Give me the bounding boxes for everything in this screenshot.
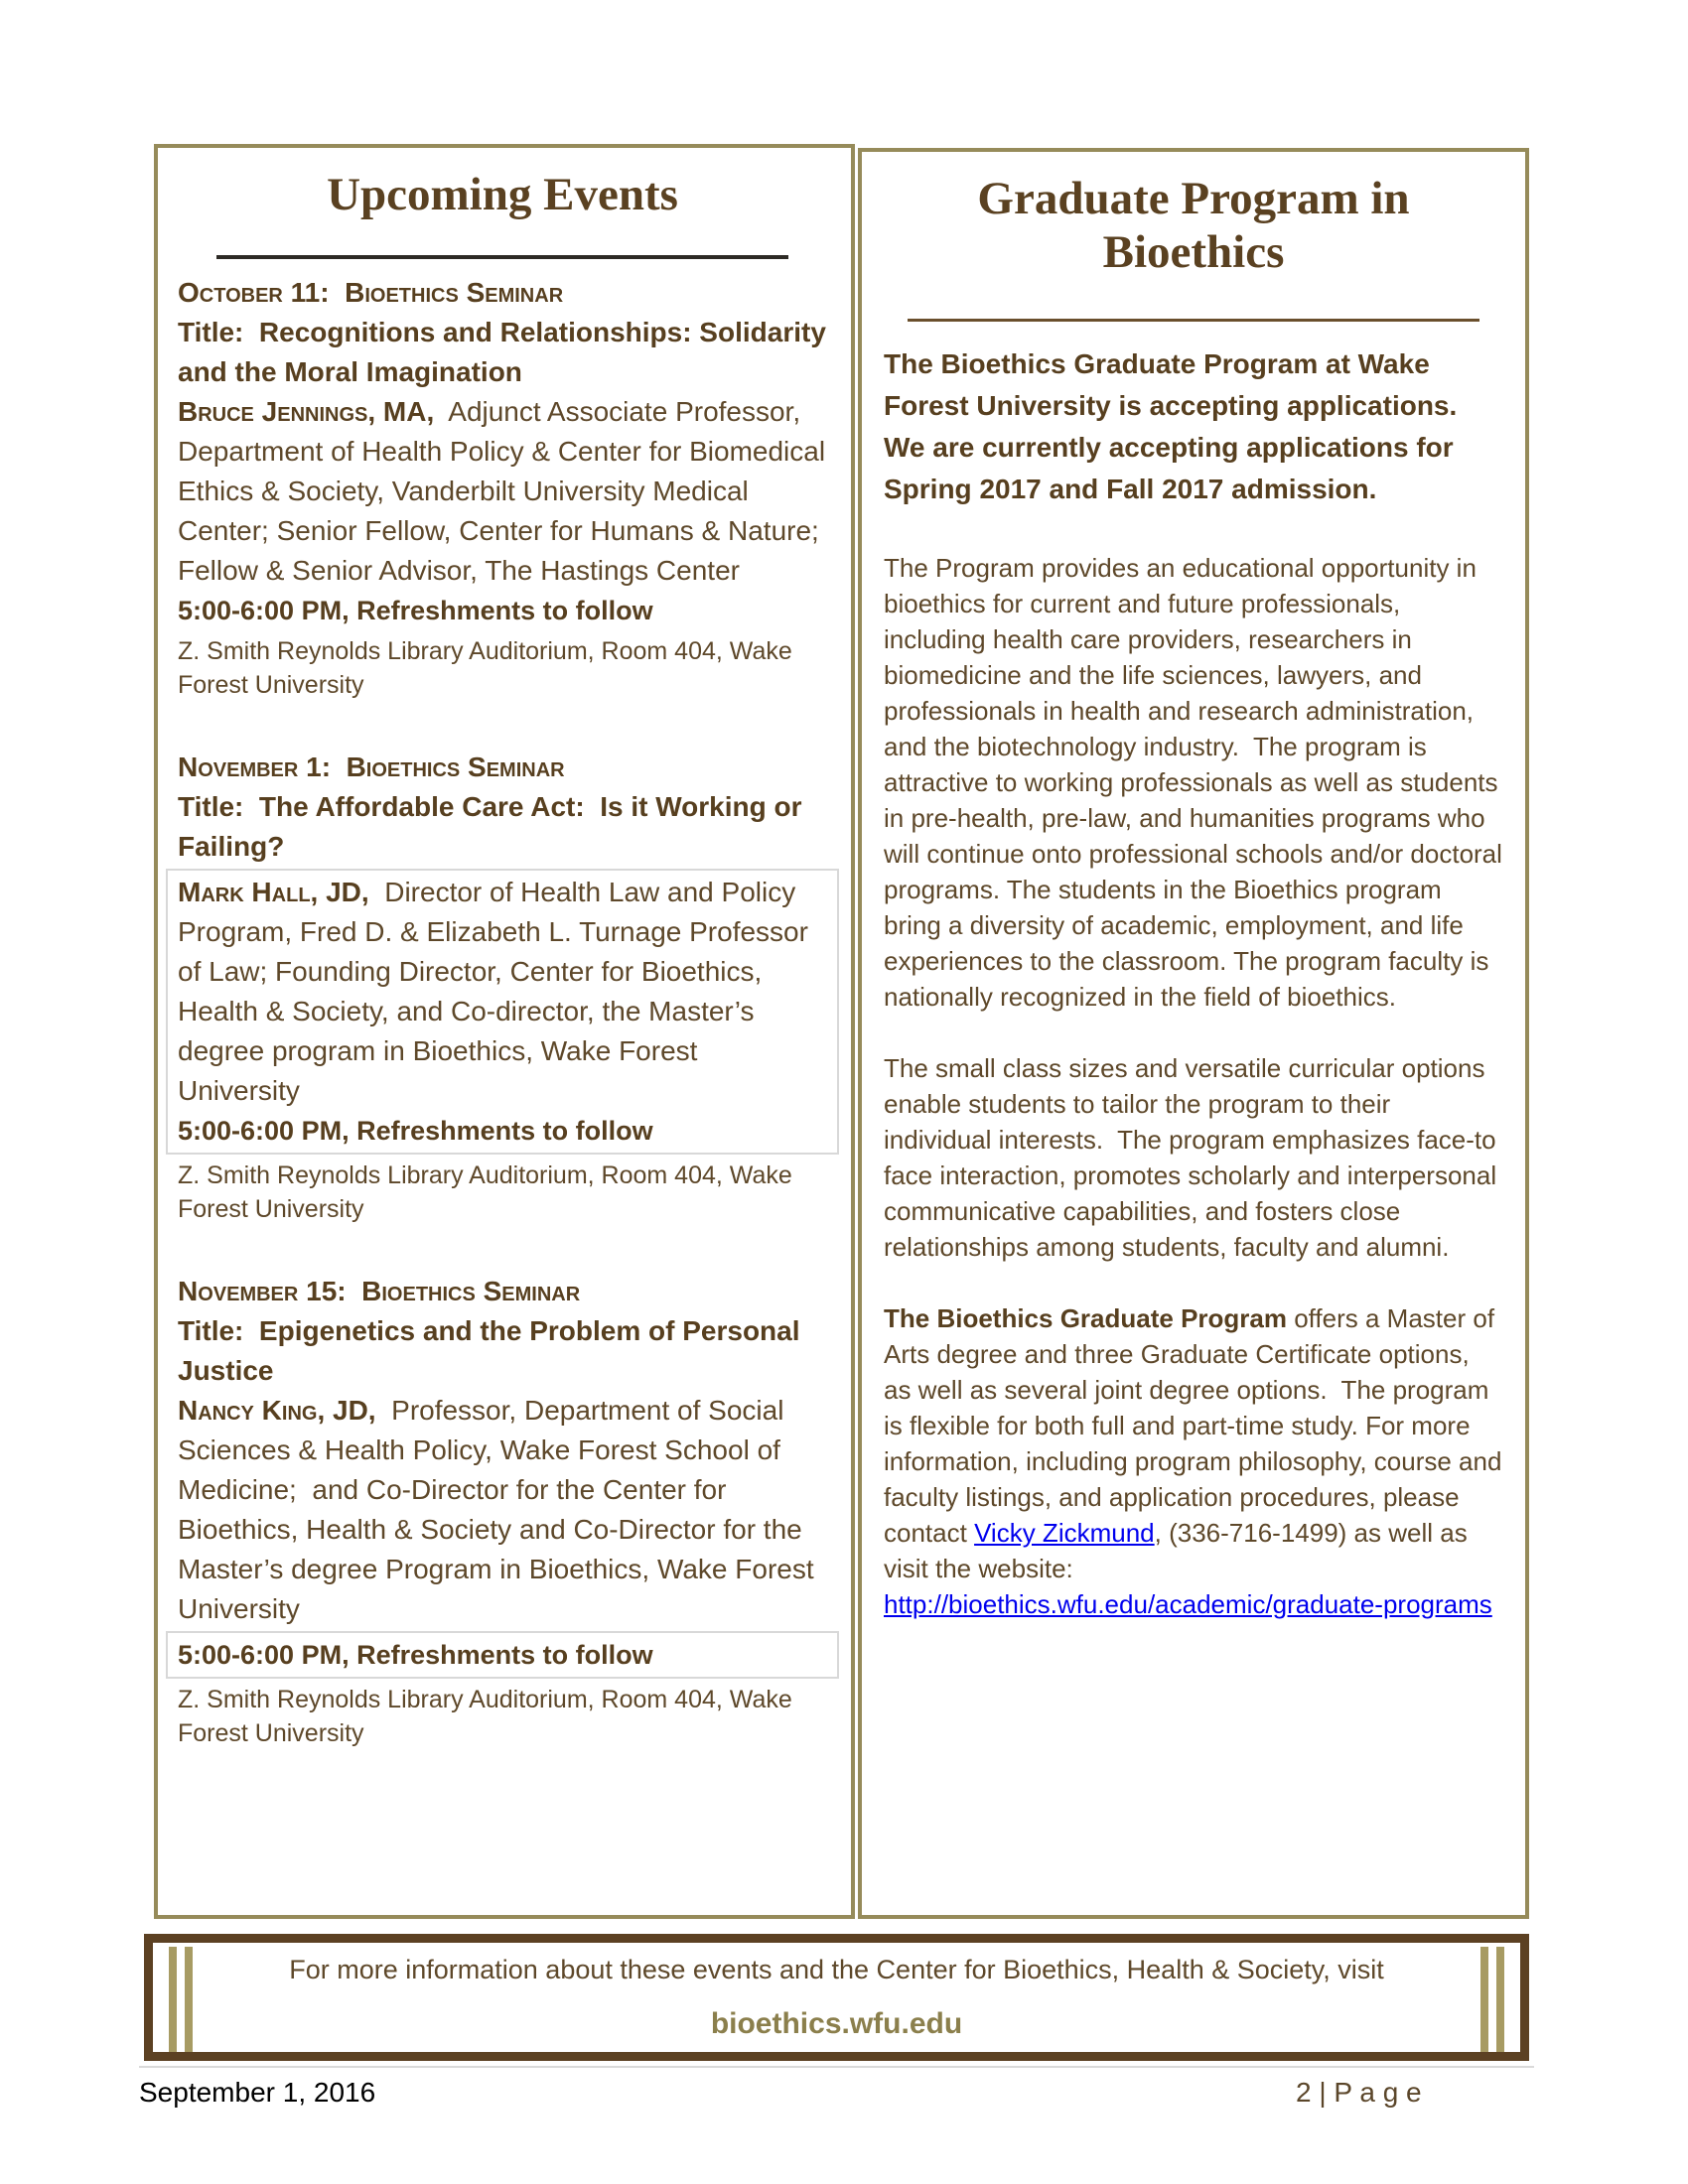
footer-separator-line [139,2066,1534,2068]
gold-bar-decoration-right [1480,1947,1504,2052]
event-location: Z. Smith Reynolds Library Auditorium, Room 404, Wake Forest University [178,1686,799,1747]
gold-bar-decoration-left [169,1947,193,2052]
graduate-program-panel [858,148,1529,1919]
event-date-heading: November 15: Bioethics Seminar [178,1276,581,1306]
event-item-november-15 [178,1272,827,1750]
event-item-november-1 [178,748,827,1226]
speaker-role: Professor, Department of Social Sciences & Health Policy, Wake Forest School of Medicine; and Co-Director for the Center for Bioethics, Health & Society and Co-Director for the Master’s degree Program in Bioethics, Wake Forest University [178,1395,822,1624]
event-title: Title: Epigenetics and the Problem of Personal Justice [178,1315,808,1386]
graduate-programs-url-link[interactable]: http://bioethics.wfu.edu/academic/graduate-programs [884,1589,1492,1619]
event-location: Z. Smith Reynolds Library Auditorium, Room 404, Wake Forest University [178,637,799,699]
speaker-name: Nancy King, JD, [178,1395,376,1426]
event-time: 5:00-6:00 PM, Refreshments to follow [178,1640,653,1670]
event-location: Z. Smith Reynolds Library Auditorium, Room 404, Wake Forest University [178,1161,799,1223]
upcoming-events-title: Upcoming Events [327,169,678,220]
upcoming-events-panel [154,144,855,1919]
info-banner [144,1934,1529,2061]
speaker-name: Bruce Jennings, MA, [178,396,435,427]
program-intro-paragraph: The Bioethics Graduate Program at Wake Forest University is accepting applications. We are currently accepting applications for Spring 2017 and Fall 2017 admission. [884,348,1480,504]
event-time: 5:00-6:00 PM, Refreshments to follow [178,1116,653,1146]
event-textbox [166,869,839,1155]
event-date-heading: October 11: Bioethics Seminar [178,277,564,308]
program-description-paragraph: The Program provides an educational opportunity in bioethics for current and future professionals, including health care providers, researchers in biomedicine and the life sciences, lawyers, and professionals in health and research administration, and the biotechnology industry. The program is attractive to working professionals as well as students in pre-health, pre-law, and humanities programs who will continue onto professional schools and/or doctoral programs. The students in the Bioethics program bring a diversity of academic, employment, and life experiences to the classroom. The program faculty is nationally recognized in the field of bioethics. [884,553,1510,1012]
graduate-program-divider [908,319,1479,322]
event-title: Title: Recognitions and Relationships: Solidarity and the Moral Imagination [178,317,834,387]
program-offerings-paragraph [884,1300,1509,1622]
event-speaker [178,1391,827,1629]
vicky-zickmund-link[interactable]: Vicky Zickmund [974,1518,1155,1548]
event-item-october-11 [178,273,834,702]
event-title: Title: The Affordable Care Act: Is it Working or Failing? [178,791,810,862]
event-speaker [178,873,827,1111]
speaker-role: Adjunct Associate Professor, Department of Health Policy & Center for Biomedical Ethics & Society, Vanderbilt University Medical Center; Senior Fellow, Center for Humans & Nature; Fellow & Senior Advisor, The Hastings Center [178,396,833,586]
graduate-program-title: Graduate Program in Bioethics [977,173,1422,278]
event-speaker [178,392,833,591]
speaker-name: Mark Hall, JD, [178,877,369,907]
banner-website-text: bioethics.wfu.edu [710,2007,963,2040]
speaker-role: Director of Health Law and Policy Program, Fred D. & Elizabeth L. Turnage Professor of Law; Founding Director, Center for Bioethics, Health & Society, and Co-director, the Master’s degree program in Bioethics, Wake Forest University [178,877,816,1106]
program-offerings-text: offers a Master of Arts degree and three Graduate Certificate options, as well as several joint degree options. The program is flexible for both full and part-time study. For more information, including program philosophy, course and faculty listings, and application procedures, please contact [884,1303,1509,1548]
event-date-heading: November 1: Bioethics Seminar [178,751,565,782]
event-textbox [166,1631,839,1679]
banner-info-text: For more information about these events and the Center for Bioethics, Health & Society, visit [289,1955,1384,1984]
upcoming-events-divider [216,255,788,259]
program-benefits-paragraph: The small class sizes and versatile curricular options enable students to tailor the program to their individual interests. The program emphasizes face-to face interaction, promotes scholarly and interpersonal communicative capabilities, and fosters close relationships among students, faculty and alumni. [884,1053,1504,1262]
program-offerings-text2: , (336-716-1499) as well as visit the website: [884,1518,1475,1583]
program-offerings-lead: The Bioethics Graduate Program [884,1303,1287,1333]
event-time: 5:00-6:00 PM, Refreshments to follow [178,596,653,625]
footer-page-number: 2 | P a g e [1296,2077,1422,2108]
footer-date: September 1, 2016 [139,2077,376,2108]
